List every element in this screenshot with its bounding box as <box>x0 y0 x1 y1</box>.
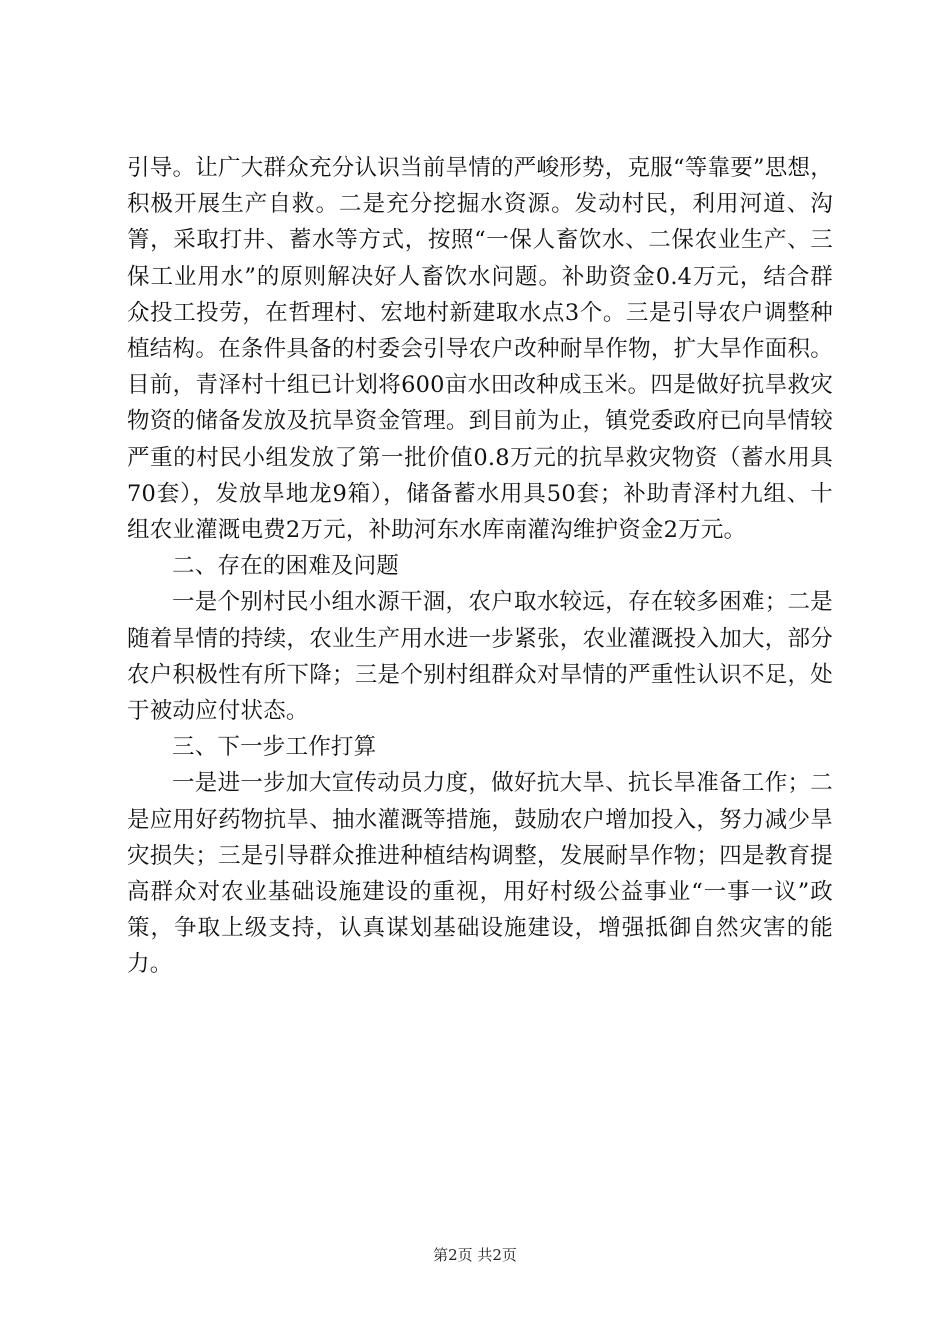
page-number-footer: 第2页 共2页 <box>433 1246 517 1264</box>
section-heading-next-steps: 三、下一步工作打算 <box>172 734 377 761</box>
paragraph-relief-measures: 引导。让广大群众充分认识当前旱情的严峻形势，克服“等靠要”思想，积极开展生产自救。二是充分挖掘水资源。发动村民，利用河道、沟箐，采取打井、蓄水等方式，按照“一保人畜饮水、二保农业生产、三保工业用水”的原则解决好人畜饮水问题。补助资金0.4万元，结合群众投工投劳，在哲理村、宏地村新建取水点3个。三是引导农户调整种植结构。在条件具备的村委会引导农户改种耐旱作物，扩大旱作面积。目前，青泽村十组已计划将600亩水田改种成玉米。四是做好抗旱救灾物资的储备发放及抗旱资金管理。到目前为止，镇党委政府已向旱情较严重的村民小组发放了第一批价值0.8万元的抗旱救灾物资（蓄水用具70套），发放旱地龙9箱），储备蓄水用具50套；补助青泽村九组、十组农业灌溉电费2万元，补助河东水库南灌沟维护资金2万元。 <box>127 155 833 544</box>
paragraph-next-steps: 一是进一步加大宣传动员力度，做好抗大旱、抗长旱准备工作；二是应用好药物抗旱、抽水灌溉等措施，鼓励农户增加投入，努力减少旱灾损失；三是引导群众推进种植结构调整，发展耐旱作物；四是教育提高群众对农业基础设施建设的重视，用好村级公益事业“一事一议”政策，争取上级支持，认真谋划基础设施建设，增强抵御自然灾害的能力。 <box>127 770 833 978</box>
document-body <box>127 150 833 983</box>
paragraph-difficulties: 一是个别村民小组水源干涸，农户取水较远，存在较多困难；二是随着旱情的持续，农业生产用水进一步紧张，农业灌溉投入加大，部分农户积极性有所下降；三是个别村组群众对旱情的严重性认识不足，处于被动应付状态。 <box>127 589 833 725</box>
section-heading-difficulties: 二、存在的困难及问题 <box>172 553 400 580</box>
